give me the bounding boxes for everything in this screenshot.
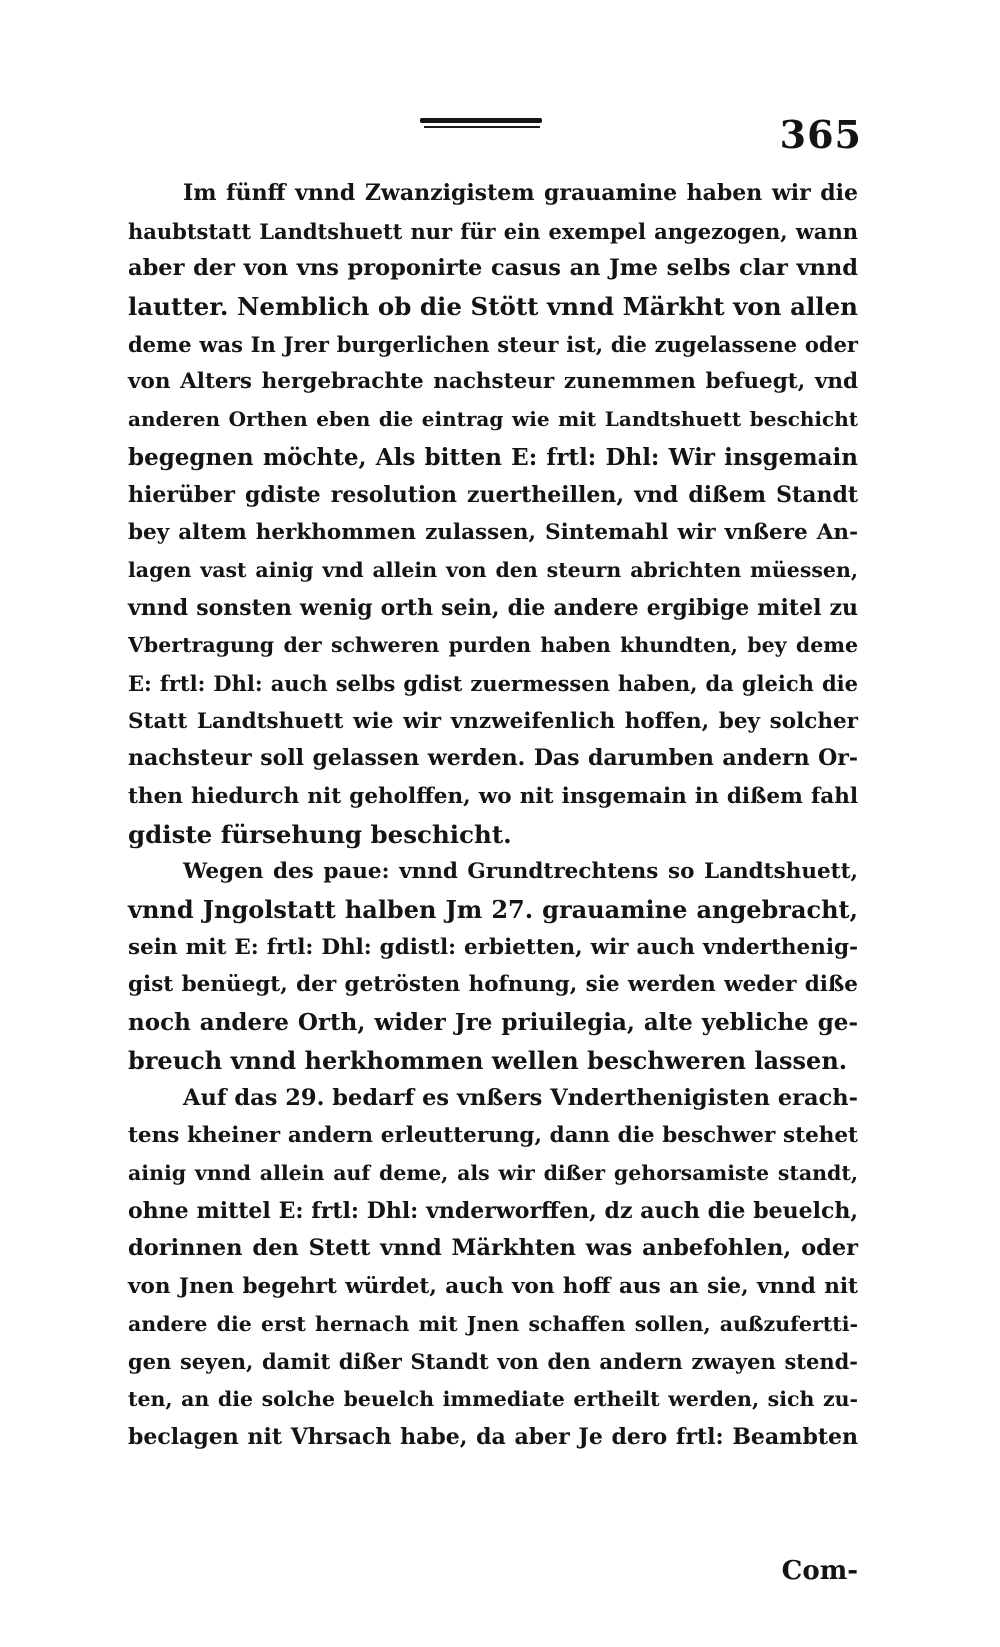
page-number: 365 — [779, 112, 862, 157]
text-line: gen seyen, damit dißer Standt von den andern zwayen stend- — [128, 1349, 858, 1375]
text-line: nachsteur soll gelassen werden. Das darumben andern Or- — [128, 745, 858, 772]
text-line: aber der von vns proponirte casus an Jme selbs clar vnnd — [128, 255, 858, 282]
text-line: gist benüegt, der getrösten hofnung, sie werden weder diße — [128, 972, 858, 998]
text-line: beclagen nit Vhrsach habe, da aber Je dero frtl: Beambten — [128, 1423, 858, 1450]
text-line: von Jnen begehrt würdet, auch von hoff aus an sie, vnnd nit — [128, 1273, 858, 1299]
text-line: bey altem herkhommen zulassen, Sintemahl wir vnßere An- — [128, 520, 858, 546]
text-line: von Alters hergebrachte nachsteur zunemmen befuegt, vnd — [128, 369, 858, 395]
text-line: lagen vast ainig vnd allein von den steurn abrichten müessen, — [128, 557, 858, 582]
text-line: vnnd Jngolstatt halben Jm 27. grauamine angebracht, — [128, 895, 858, 925]
text-line: deme was In Jrer burgerlichen steur ist, die zugelassene oder — [128, 331, 858, 357]
text-line: sein mit E: frtl: Dhl: gdistl: erbietten, wir auch vnderthenig- — [128, 934, 858, 960]
text-line: noch andere Orth, wider Jre priuilegia, alte yebliche ge- — [128, 1009, 858, 1037]
ornament-bar-thick — [420, 118, 542, 123]
ornament-bar-thin — [424, 126, 540, 128]
text-line: vnnd sonsten wenig orth sein, die andere ergibige mitel zu — [128, 594, 858, 621]
text-line: lautter. Nemblich ob die Stött vnnd Märkht von allen — [128, 292, 858, 322]
text-line: Auf das 29. bedarf es vnßers Vnderthenigisten erach- — [183, 1084, 858, 1111]
text-line: then hiedurch nit geholffen, wo nit insgemain in dißem fahl — [128, 784, 858, 809]
text-line: breuch vnnd herkhommen wellen beschweren lassen. — [128, 1045, 848, 1075]
text-line: Vbertragung der schweren purden haben khundten, bey deme — [128, 633, 858, 658]
text-line: dorinnen den Stett vnnd Märkhten was anbefohlen, oder — [128, 1235, 858, 1262]
text-line: andere die erst hernach mit Jnen schaffen sollen, außzufertti- — [128, 1311, 858, 1336]
text-line: E: frtl: Dhl: auch selbs gdist zuermessen haben, da gleich die — [128, 670, 858, 696]
text-line: haubtstatt Landtshuett nur für ein exempel angezogen, wann — [128, 218, 858, 244]
text-line: Wegen des paue: vnnd Grundtrechtens so Landtshuett, — [183, 859, 858, 885]
text-line: tens kheiner andern erleutterung, dann die beschwer stehet — [128, 1123, 858, 1149]
text-line: gdiste fürsehung beschicht. — [128, 819, 512, 849]
body-text — [128, 175, 858, 1456]
text-line: anderen Orthen eben die eintrag wie mit Landtshuett beschicht — [128, 407, 858, 432]
catchword: Com- — [781, 1556, 858, 1586]
text-line: Im fünff vnnd Zwanzigistem grauamine haben wir die — [183, 180, 858, 206]
text-line: ainig vnnd allein auf deme, als wir dißer gehorsamiste standt, — [128, 1160, 858, 1185]
text-line: begegnen möchte, Als bitten E: frtl: Dhl: Wir insgemain — [128, 443, 858, 471]
header-ornament-rule — [420, 112, 542, 134]
text-line: hierüber gdiste resolution zuertheillen, vnd dißem Standt — [128, 481, 858, 508]
text-line: ten, an die solche beuelch immediate ertheilt werden, sich zu- — [128, 1387, 858, 1411]
text-line: Statt Landtshuett wie wir vnzweifenlich hoffen, bey solcher — [128, 708, 858, 734]
text-line: ohne mittel E: frtl: Dhl: vnderworffen, dz auch die beuelch, — [128, 1197, 858, 1224]
